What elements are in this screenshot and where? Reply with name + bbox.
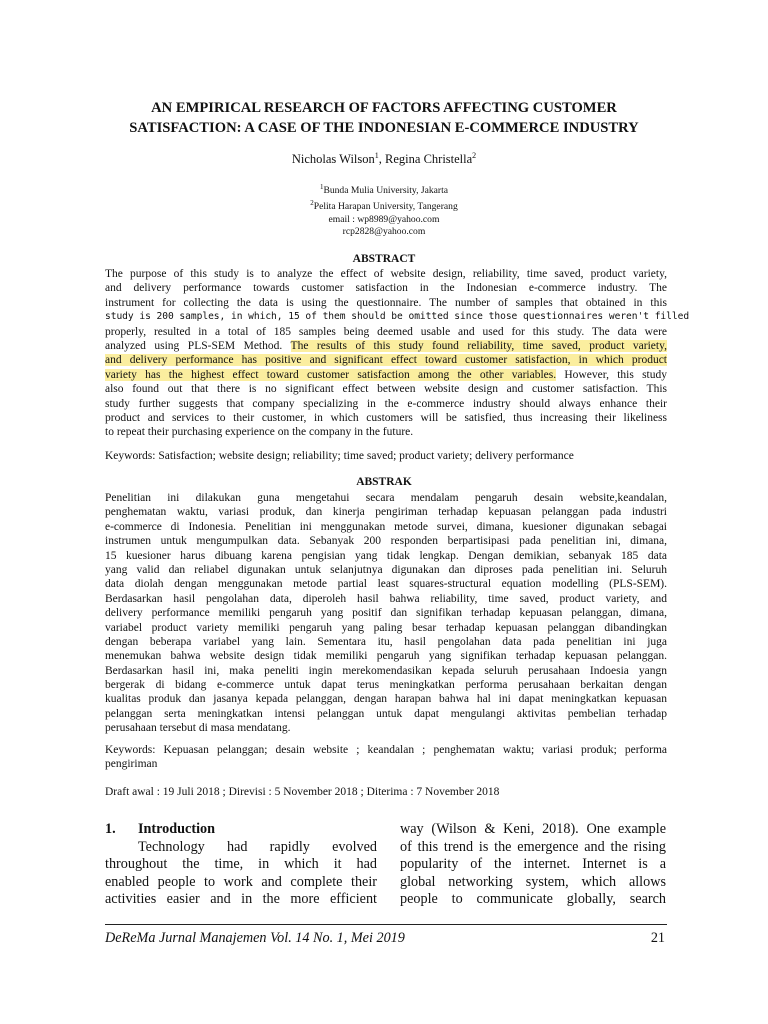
- intro-right-column: [400, 821, 666, 909]
- abstrak-line: yang valid dan reliabel digunakan untuk selanjutnya digunakan dan diproses pada penelitian ini. Seluruh: [105, 563, 667, 576]
- abstrak-line: delivery performance memiliki pengaruh yang positif dan signifikan terhadap kepuasan pelanggan, dimana,: [105, 607, 667, 620]
- abstract-keywords: Keywords: Satisfaction; website design; reliability; time saved; product variety; delivery performance: [105, 450, 574, 462]
- affiliation-marker: 2: [310, 199, 314, 208]
- author-separator: ,: [378, 152, 386, 167]
- abstract-line: The purpose of this study is to analyze the effect of website design, reliability, time saved, product variety,: [105, 268, 667, 280]
- abstrak-line: 15 kuesioner harus dibuang karena pengisian yang tidak lengkap. Dengan demikian, sebanyak 185 data: [105, 549, 667, 562]
- intro-line: enabled people to work and complete their: [105, 873, 377, 890]
- abstract-line: properly, resulted in a total of 185 samples being deemed usable and used for this study. The data were: [105, 325, 667, 338]
- abstract-line: [105, 353, 667, 367]
- abstract-line: also found out that there is no significant effect between website design and customer satisfaction. This: [105, 383, 667, 396]
- keywords-line: pengiriman: [105, 758, 158, 771]
- abstrak-keywords: [105, 743, 667, 772]
- email-block: [0, 214, 768, 238]
- affiliations: [0, 181, 768, 213]
- abstrak-line: variabel product variety memiliki pengaruh yang paling besar terhadap kepuasan pelanggan dibandingkan: [105, 621, 667, 634]
- author-name: Regina Christella: [385, 152, 473, 167]
- highlighted-text: variety has the highest effect toward customer satisfaction among the other variables.: [105, 368, 557, 381]
- abstract-line: instrument for collecting the data is using the questionnaire. The number of samples that obtained in this: [105, 296, 667, 309]
- abstract-line: study is 200 samples, in which, 15 of them should be omitted since those questionnaires weren't filled: [105, 311, 690, 323]
- intro-line: activities easier and in the more efficient: [105, 891, 377, 908]
- abstract-line: study further suggests that company specializing in the e-commerce industry should always enhance their: [105, 397, 667, 410]
- affiliation-line: [0, 197, 768, 213]
- intro-left-column: [105, 821, 377, 909]
- abstract-text: However, this study: [556, 368, 667, 381]
- abstract-text: analyzed using PLS-SEM Method.: [105, 339, 291, 352]
- page-number: 21: [650, 930, 665, 946]
- title-line: SATISFACTION: A CASE OF THE INDONESIAN E-COMMERCE INDUSTRY: [129, 120, 639, 136]
- section-heading: [105, 821, 377, 839]
- abstrak-line: dengan beberapa variabel yang lain. Sementara itu, hasil pengolahan data pada penelitian ini juga: [105, 635, 667, 648]
- draft-dates: Draft awal : 19 Juli 2018 ; Direvisi : 5 November 2018 ; Diterima : 7 November 2018: [105, 786, 500, 798]
- email-line: email : wp8989@yahoo.com: [328, 214, 440, 225]
- journal-footer: DeReMa Jurnal Manajemen Vol. 14 No. 1, Mei 2019: [105, 930, 405, 946]
- abstract-body: [105, 267, 690, 440]
- affiliation-text: Bunda Mulia University, Jakarta: [323, 185, 449, 197]
- intro-line: global networking system, which allows: [400, 873, 666, 890]
- abstrak-line: data diolah dengan menggunakan metode partial least squares-structural equation modelling (PLS-SEM).: [105, 578, 667, 591]
- affiliation-marker: 2: [472, 151, 477, 160]
- highlighted-text: and delivery performance has positive and significant effect toward customer satisfaction, in which product: [105, 354, 667, 367]
- paper-title: [60, 98, 708, 138]
- intro-line: of this trend is the emergence and the rising: [400, 838, 666, 855]
- abstrak-line: perusahaan tersebut di masa mendatang.: [105, 722, 291, 735]
- intro-line: popularity of the internet. Internet is a: [400, 856, 666, 873]
- keywords-line: Keywords: Kepuasan pelanggan; desain website ; keandalan ; penghematan waktu; variasi produk; performa: [105, 744, 667, 756]
- abstrak-line: Penelitian ini dilakukan guna mengetahui secara mendalam pengaruh desain website,keandalan,: [105, 492, 667, 504]
- abstrak-line: menemukan bahwa website design tidak memiliki pengaruh yang signifikan terhadap kepuasan pelanggan.: [105, 650, 667, 663]
- intro-line: way (Wilson & Keni, 2018). One example: [400, 821, 666, 837]
- abstrak-line: pelanggan serta meningkatkan intensi pelanggan untuk dapat mengulangi aktivitas pembelian terhadap: [105, 707, 667, 720]
- section-number: 1.: [105, 821, 116, 837]
- abstract-line: product and services to their customer, in which customers will be satisfied, thus increasing their likeliness: [105, 411, 667, 424]
- abstract-heading: ABSTRACT: [352, 253, 416, 265]
- footer-rule: [105, 924, 667, 925]
- abstract-line: [105, 339, 667, 353]
- section-title: Introduction: [138, 821, 215, 837]
- abstrak-line: penghematan waktu, variasi produk, dan kinerja pengiriman terhadap kepuasan pelanggan pada industri: [105, 506, 667, 519]
- affiliation-marker: 1: [374, 151, 379, 160]
- intro-line: people to communicate globally, search: [400, 891, 666, 908]
- author-list: [0, 151, 768, 167]
- abstrak-line: Berdasarkan hasil ini, maka peneliti ingin merekomendasikan kepada seluruh perusahaan Indoesia yangn: [105, 664, 667, 677]
- abstrak-line: instrumen untuk mengumpulkan data. Sebanyak 200 responden berpartisipasi pada penelitian ini, dimana,: [105, 535, 667, 548]
- title-line: AN EMPIRICAL RESEARCH OF FACTORS AFFECTING CUSTOMER: [151, 100, 617, 116]
- highlighted-text: The results of this study found reliability, time saved, product variety,: [290, 339, 667, 352]
- intro-line: throughout the time, in which it had: [105, 856, 377, 873]
- abstract-line: to repeat their purchasing experience on the company in the future.: [105, 426, 414, 439]
- intro-line: Technology had rapidly evolved: [138, 838, 377, 855]
- email-line: rcp2828@yahoo.com: [342, 226, 426, 237]
- abstrak-line: Berdasarkan hasil pengolahan data, diperoleh hasil bahwa reliability, time saved, product variety, and: [105, 592, 667, 605]
- abstract-line: and delivery performance towards customer satisfaction in the Indonesian e-commerce industry. The: [105, 282, 667, 295]
- affiliation-marker: 1: [319, 183, 324, 191]
- abstrak-line: bergerak di bidang e-commerce untuk dapat terus meningkatkan performa perusahaan berkaitan dengan: [105, 679, 667, 692]
- author-name: Nicholas Wilson: [291, 152, 375, 167]
- abstrak-heading: ABSTRAK: [356, 476, 412, 488]
- affiliation-text: Pelita Harapan University, Tangerang: [313, 201, 458, 213]
- abstrak-line: e-commerce di Indonesia. Penelitian ini menggunakan metode survei, dimana, kuesioner digunakan sebagai: [105, 520, 667, 533]
- abstract-line: [105, 368, 667, 382]
- affiliation-line: [0, 181, 768, 197]
- abstrak-body: [105, 491, 667, 736]
- abstrak-line: kualitas produk dan jasanya kepada pelanggan, dengan harapan bahwa hal ini dapat meningkatkan kepuasan: [105, 693, 667, 706]
